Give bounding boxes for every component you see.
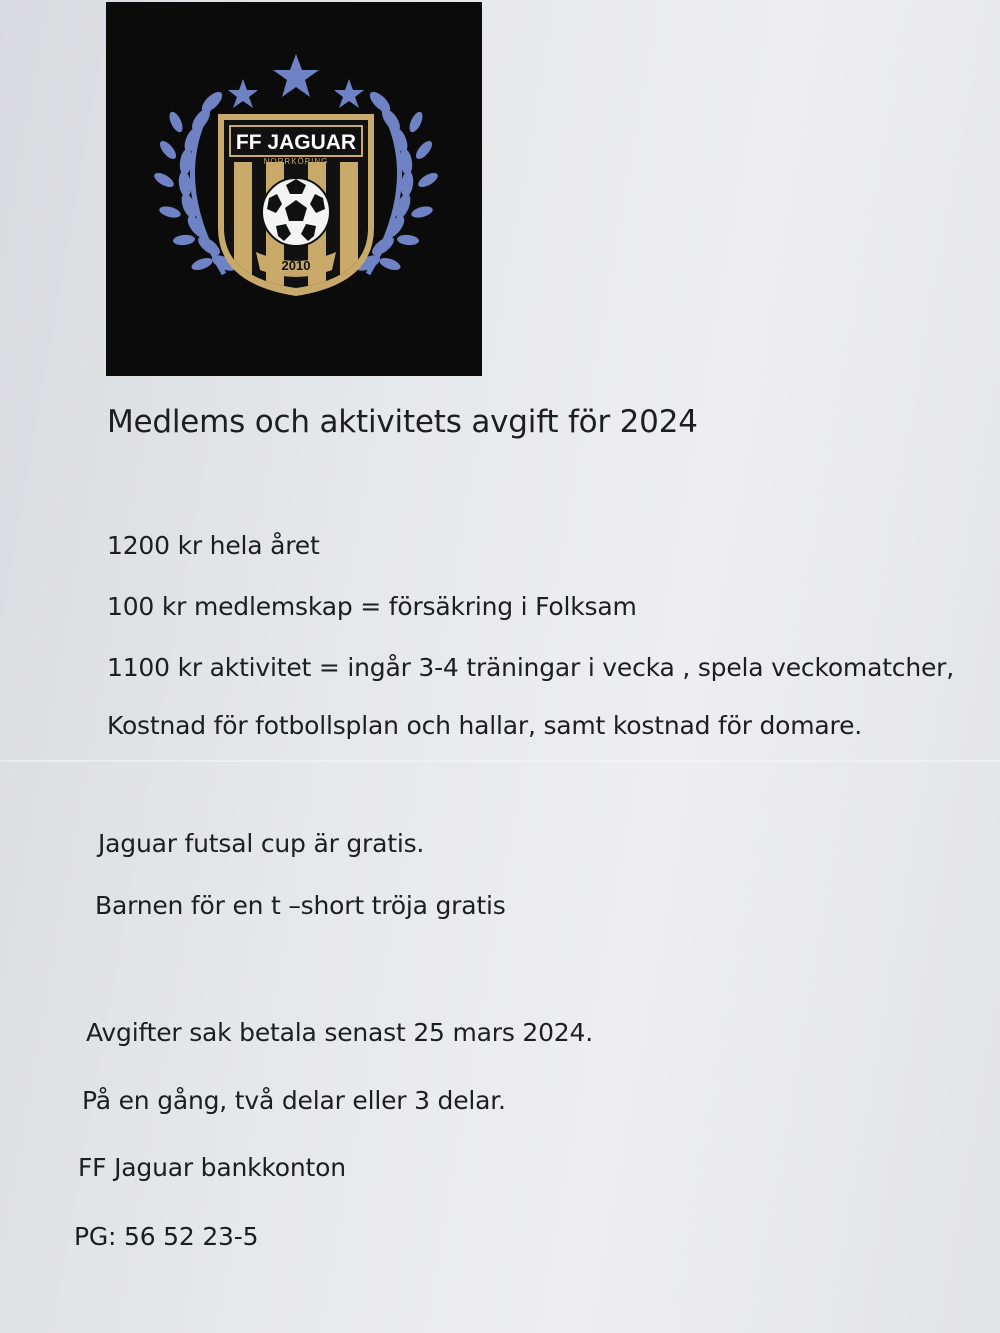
crest-city-text: NORRKÖPING [263,157,329,166]
payment-deadline: Avgifter sak betala senast 25 mars 2024. [86,1018,593,1047]
page-title: Medlems och aktivitets avgift för 2024 [107,404,698,440]
crest-name-text: FF JAGUAR [235,131,357,154]
bank-account-label: FF Jaguar bankkonton [78,1153,346,1182]
fee-line-total: 1200 kr hela året [107,531,320,560]
star-icon [273,54,319,97]
crest-year-text: 2010 [281,258,311,273]
fee-line-costs: Kostnad för fotbollsplan och hallar, samt kostnad för domare. [107,711,863,740]
star-icon [228,79,258,108]
paper-fold [0,760,1000,762]
star-icon [334,79,364,108]
fee-line-activity: 1100 kr aktivitet = ingår 3-4 träningar i vecka , spela veckomatcher, [107,653,954,682]
free-line-tshirt: Barnen för en t –short tröja gratis [95,891,506,920]
free-line-futsal-cup: Jaguar futsal cup är gratis. [98,829,425,858]
plusgiro-number: PG: 56 52 23-5 [74,1222,259,1251]
fee-line-membership: 100 kr medlemskap = försäkring i Folksam [107,592,637,621]
soccer-ball-icon [262,178,330,246]
club-logo [106,2,482,376]
club-crest-icon [106,2,482,376]
payment-installments: På en gång, två delar eller 3 delar. [82,1086,506,1115]
